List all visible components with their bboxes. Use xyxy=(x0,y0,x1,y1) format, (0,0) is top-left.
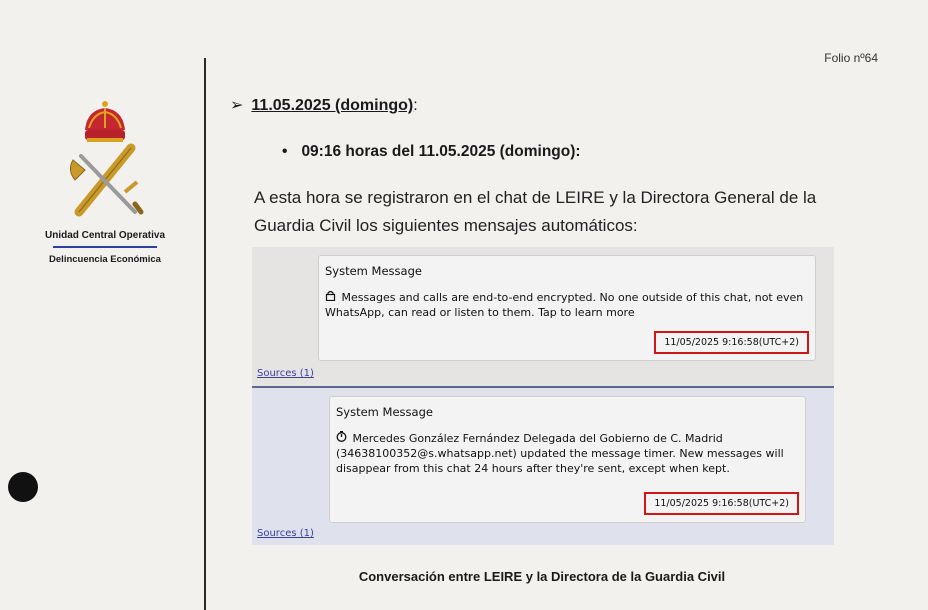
body-paragraph: A esta hora se registraron en el chat de LEIRE y la Directora General de la Guardia Civil los siguientes mensajes automáticos: xyxy=(254,188,817,235)
system-message-body xyxy=(336,431,801,476)
system-message-title: System Message xyxy=(325,264,422,278)
folio-number: Folio nº64 xyxy=(824,51,878,65)
system-message-text: Mercedes González Fernández Delegada del Gobierno de C. Madrid (34638100352@s.whatsapp.net) updated the message timer. New messages will disappear from this chat 24 hours after they're sent, except when kept. xyxy=(336,432,784,475)
system-message-card xyxy=(318,255,816,361)
punch-hole-dot xyxy=(8,472,38,502)
system-message-title: System Message xyxy=(336,405,433,419)
system-message-body xyxy=(325,290,811,320)
date-heading xyxy=(230,95,418,115)
system-message-card xyxy=(329,396,806,523)
system-message-text: Messages and calls are end-to-end encrypted. No one outside of this chat, not even WhatsApp, can read or listen to them. Tap to learn more xyxy=(325,291,804,319)
screenshot-separator xyxy=(252,386,834,388)
time-bullet-text: 09:16 horas del 11.05.2025 (domingo): xyxy=(301,143,581,160)
unit-name: Unidad Central Operativa xyxy=(44,230,166,241)
sources-link[interactable]: Sources (1) xyxy=(257,528,314,539)
message-timestamp: 11/05/2025 9:16:58(UTC+2) xyxy=(644,492,799,515)
bullet-icon: • xyxy=(282,143,288,160)
guardia-civil-emblem-icon xyxy=(65,100,145,220)
sources-link[interactable]: Sources (1) xyxy=(257,368,314,379)
unit-department: Delincuencia Económica xyxy=(49,254,161,265)
figure-caption: Conversación entre LEIRE y la Directora de la Guardia Civil xyxy=(358,569,726,584)
time-bullet xyxy=(282,143,581,161)
message-timestamp: 11/05/2025 9:16:58(UTC+2) xyxy=(654,331,809,354)
date-heading-colon: : xyxy=(413,97,418,114)
sidebar xyxy=(20,100,190,265)
date-heading-text: 11.05.2025 (domingo) xyxy=(251,97,414,114)
unit-divider xyxy=(53,246,157,248)
lock-icon xyxy=(325,290,338,305)
whatsapp-extraction-screenshot xyxy=(252,247,834,545)
timer-icon xyxy=(336,431,349,446)
arrow-bullet-icon: ➢ xyxy=(230,97,244,114)
margin-divider xyxy=(204,58,206,610)
